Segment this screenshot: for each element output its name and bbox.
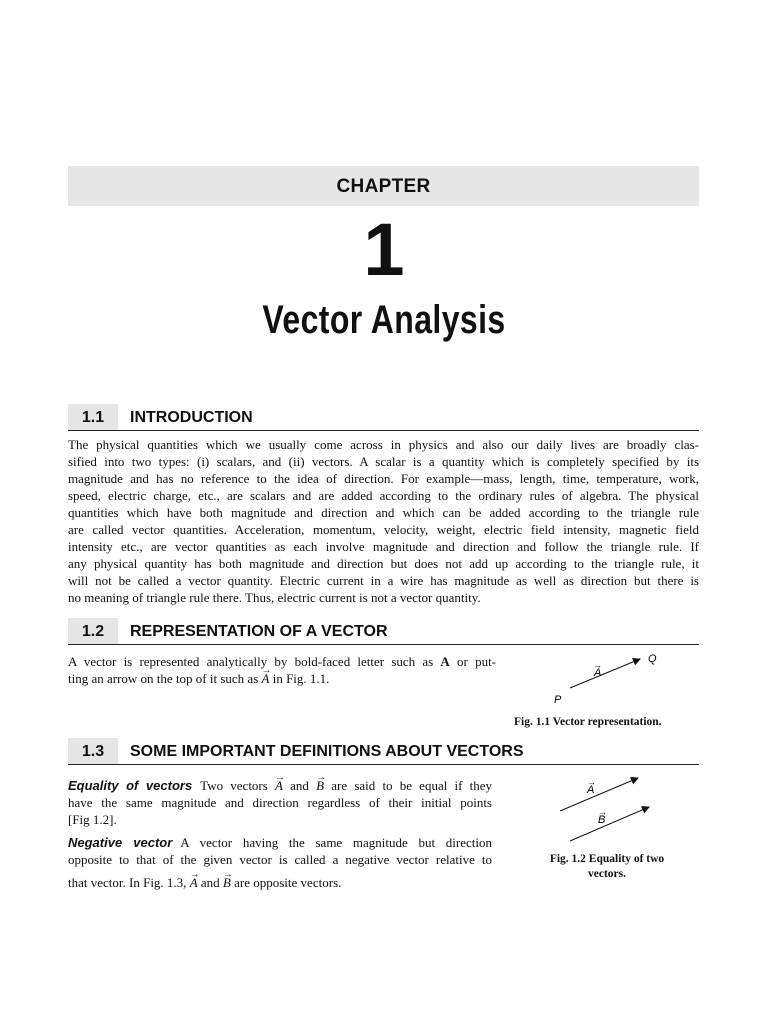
intro-paragraph — [68, 436, 699, 606]
chapter-title: Vector Analysis — [262, 298, 506, 342]
section-title: SOME IMPORTANT DEFINITIONS ABOUT VECTORS — [130, 743, 524, 760]
label-vector-a: A — [587, 784, 595, 796]
section-heading-1-1 — [68, 404, 699, 431]
text-line: Negative vector A vector having the same magnitude but direction — [68, 835, 492, 850]
text-line: speed, electric charge, etc., are scalars and are added according to the ordinary rules of algebra. The physical — [68, 488, 699, 503]
text-line: sified into two types: (i) scalars, and (ii) vectors. A scalar is a quantity which is completely specified by its — [68, 454, 699, 469]
equality-paragraph — [68, 777, 492, 828]
vector-symbol: → B — [223, 875, 231, 890]
fig-1-2-diagram — [552, 770, 662, 846]
text-line: Equality of vectors Two vectors → A and → B are said to be equal if they — [68, 777, 492, 794]
vector-arrow — [570, 659, 640, 688]
arrow-over-a-icon: → — [593, 660, 602, 670]
text-line: magnitude and has no reference to the idea of direction. For example—mass, length, time, temperature, work, — [68, 471, 699, 486]
text-line: will not be called a vector quantity. Electric current in a wire has magnitude as well as direction but there is — [68, 573, 699, 588]
chapter-label: CHAPTER — [336, 176, 431, 197]
arrow-over-b-icon: → — [598, 807, 607, 817]
chapter-band — [68, 166, 699, 206]
text-line: have the same magnitude and direction regardless of their initial points — [68, 795, 492, 810]
chapter-number: 1 — [363, 208, 405, 291]
fig-1-2-caption: Fig. 1.2 Equality of two vectors. — [549, 853, 665, 880]
fig-1-1-caption: Fig. 1.1 Vector representation. — [514, 716, 662, 728]
section-number: 1.2 — [68, 618, 118, 644]
text-line: no meaning of triangle rule there. Thus, electric current is not a vector quantity. — [68, 590, 481, 605]
section-title: REPRESENTATION OF A VECTOR — [130, 623, 388, 640]
vector-symbol: → A — [275, 778, 283, 793]
text-line: any physical quantity has both magnitude and direction but does not add up according to the triangle rule, it — [68, 556, 699, 571]
representation-paragraph — [68, 653, 496, 687]
label-vector-b: B — [598, 814, 606, 826]
text-line: that vector. In Fig. 1.3, → A and → B are opposite vectors. — [68, 874, 492, 891]
term-negative: Negative vector — [68, 835, 173, 850]
vector-symbol: → A — [262, 671, 270, 686]
section-heading-1-2 — [68, 618, 699, 645]
fig-1-1-diagram — [540, 648, 690, 710]
text-line: A vector is represented analytically by bold-faced letter such as A or put- — [68, 654, 497, 669]
text-line: opposite to that of the given vector is called a negative vector relative to — [68, 852, 492, 867]
section-title: INTRODUCTION — [130, 409, 253, 426]
vector-arrow-b — [570, 807, 649, 841]
label-p: P — [554, 694, 562, 706]
vector-symbol: → A — [190, 875, 198, 890]
section-number: 1.3 — [68, 738, 118, 764]
text-line: intensity etc., are vector quantities as each involve magnitude and direction and follow the triangle rule. If — [68, 539, 699, 554]
term-equality: Equality of vectors — [68, 778, 193, 793]
text-line: are called vector quantities. Acceleration, momentum, velocity, weight, electric field intensity, magnetic field — [68, 522, 699, 537]
vector-symbol: → B — [316, 778, 324, 793]
text-line: ting an arrow on the top of it such as → A in Fig. 1.1. — [68, 670, 496, 687]
arrow-over-a-icon: → — [587, 777, 596, 787]
text-line: [Fig 1.2]. — [68, 812, 117, 827]
text-line: quantities which have both magnitude and direction and which can be added according to the triangle rule — [68, 505, 699, 520]
bold-vector-letter: A — [440, 654, 450, 669]
label-q: Q — [648, 653, 657, 665]
label-vector-a: A — [594, 667, 602, 679]
text-line: The physical quantities which we usually come across in physics and also our daily lives are broadly clas- — [68, 437, 699, 452]
section-number: 1.1 — [68, 404, 118, 430]
section-heading-1-3 — [68, 738, 699, 765]
negative-paragraph — [68, 834, 492, 891]
